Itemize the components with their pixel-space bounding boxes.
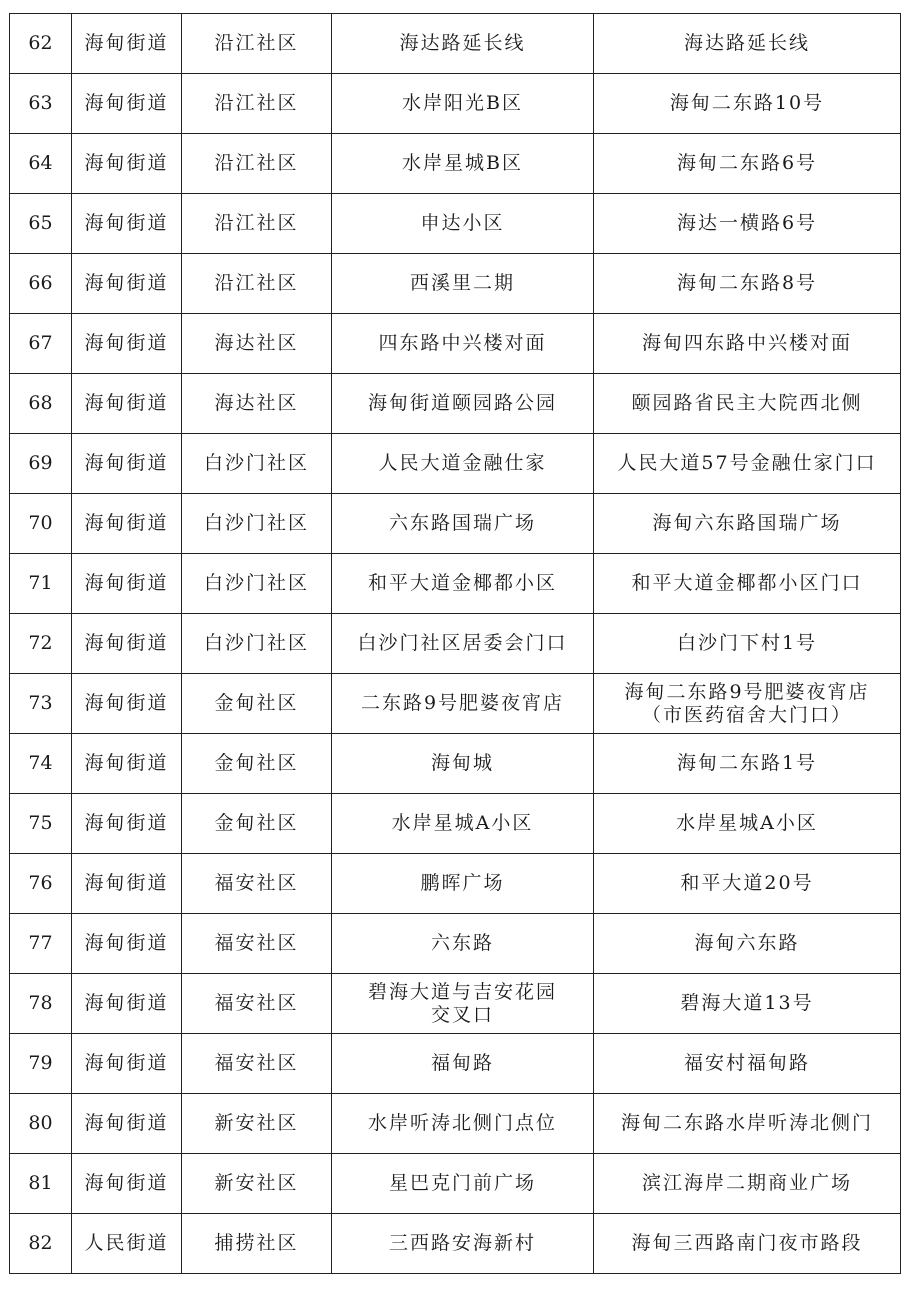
site-cell: 三西路安海新村 — [332, 1214, 594, 1274]
street-cell: 海甸街道 — [72, 614, 182, 674]
address-cell: 海达路延长线 — [594, 14, 901, 74]
row-number: 81 — [10, 1154, 72, 1214]
address-cell: 海甸二东路9号肥婆夜宵店 （市医药宿舍大门口） — [594, 674, 901, 734]
address-cell: 白沙门下村1号 — [594, 614, 901, 674]
address-cell: 海甸六东路 — [594, 914, 901, 974]
row-number: 82 — [10, 1214, 72, 1274]
site-cell: 和平大道金椰都小区 — [332, 554, 594, 614]
street-cell: 海甸街道 — [72, 1094, 182, 1154]
address-cell: 水岸星城A小区 — [594, 794, 901, 854]
table-row — [10, 14, 901, 74]
site-cell: 水岸星城A小区 — [332, 794, 594, 854]
row-number: 67 — [10, 314, 72, 374]
table-row — [10, 794, 901, 854]
sites-table-body — [10, 14, 901, 1274]
community-cell: 金甸社区 — [182, 794, 332, 854]
row-number: 74 — [10, 734, 72, 794]
table-row — [10, 434, 901, 494]
table-row — [10, 734, 901, 794]
street-cell: 海甸街道 — [72, 494, 182, 554]
address-cell: 海甸四东路中兴楼对面 — [594, 314, 901, 374]
community-cell: 新安社区 — [182, 1154, 332, 1214]
street-cell: 海甸街道 — [72, 374, 182, 434]
row-number: 76 — [10, 854, 72, 914]
community-cell: 福安社区 — [182, 854, 332, 914]
street-cell: 海甸街道 — [72, 254, 182, 314]
community-cell: 福安社区 — [182, 914, 332, 974]
site-cell: 申达小区 — [332, 194, 594, 254]
row-number: 65 — [10, 194, 72, 254]
community-cell: 新安社区 — [182, 1094, 332, 1154]
address-cell: 海达一横路6号 — [594, 194, 901, 254]
table-row — [10, 74, 901, 134]
row-number: 80 — [10, 1094, 72, 1154]
table-row — [10, 974, 901, 1034]
street-cell: 海甸街道 — [72, 74, 182, 134]
site-cell: 海甸城 — [332, 734, 594, 794]
row-number: 79 — [10, 1034, 72, 1094]
site-cell: 西溪里二期 — [332, 254, 594, 314]
row-number: 70 — [10, 494, 72, 554]
site-cell: 六东路 — [332, 914, 594, 974]
sites-table — [9, 13, 901, 1274]
table-row — [10, 494, 901, 554]
table-row — [10, 134, 901, 194]
site-cell: 星巴克门前广场 — [332, 1154, 594, 1214]
address-cell: 和平大道20号 — [594, 854, 901, 914]
community-cell: 沿江社区 — [182, 14, 332, 74]
street-cell: 海甸街道 — [72, 554, 182, 614]
table-row — [10, 674, 901, 734]
street-cell: 海甸街道 — [72, 314, 182, 374]
street-cell: 海甸街道 — [72, 854, 182, 914]
address-cell: 海甸二东路水岸听涛北侧门 — [594, 1094, 901, 1154]
row-number: 75 — [10, 794, 72, 854]
table-row — [10, 254, 901, 314]
community-cell: 沿江社区 — [182, 194, 332, 254]
community-cell: 白沙门社区 — [182, 614, 332, 674]
site-cell: 六东路国瑞广场 — [332, 494, 594, 554]
street-cell: 海甸街道 — [72, 794, 182, 854]
row-number: 63 — [10, 74, 72, 134]
site-cell: 碧海大道与吉安花园 交叉口 — [332, 974, 594, 1034]
row-number: 72 — [10, 614, 72, 674]
address-cell: 人民大道57号金融仕家门口 — [594, 434, 901, 494]
address-cell: 海甸二东路10号 — [594, 74, 901, 134]
street-cell: 海甸街道 — [72, 734, 182, 794]
site-cell: 人民大道金融仕家 — [332, 434, 594, 494]
community-cell: 金甸社区 — [182, 674, 332, 734]
address-cell: 和平大道金椰都小区门口 — [594, 554, 901, 614]
community-cell: 沿江社区 — [182, 134, 332, 194]
address-cell: 海甸二东路6号 — [594, 134, 901, 194]
row-number: 64 — [10, 134, 72, 194]
table-row — [10, 1214, 901, 1274]
community-cell: 捕捞社区 — [182, 1214, 332, 1274]
street-cell: 海甸街道 — [72, 194, 182, 254]
community-cell: 沿江社区 — [182, 74, 332, 134]
community-cell: 白沙门社区 — [182, 554, 332, 614]
street-cell: 海甸街道 — [72, 1154, 182, 1214]
table-row — [10, 554, 901, 614]
address-cell: 海甸六东路国瑞广场 — [594, 494, 901, 554]
row-number: 62 — [10, 14, 72, 74]
community-cell: 海达社区 — [182, 374, 332, 434]
row-number: 73 — [10, 674, 72, 734]
table-row — [10, 1154, 901, 1214]
address-cell: 滨江海岸二期商业广场 — [594, 1154, 901, 1214]
community-cell: 海达社区 — [182, 314, 332, 374]
site-cell: 鹏晖广场 — [332, 854, 594, 914]
table-row — [10, 374, 901, 434]
community-cell: 白沙门社区 — [182, 494, 332, 554]
table-row — [10, 854, 901, 914]
site-cell: 水岸听涛北侧门点位 — [332, 1094, 594, 1154]
row-number: 77 — [10, 914, 72, 974]
row-number: 68 — [10, 374, 72, 434]
street-cell: 人民街道 — [72, 1214, 182, 1274]
site-cell: 白沙门社区居委会门口 — [332, 614, 594, 674]
address-cell: 海甸二东路8号 — [594, 254, 901, 314]
community-cell: 福安社区 — [182, 1034, 332, 1094]
street-cell: 海甸街道 — [72, 14, 182, 74]
address-cell: 颐园路省民主大院西北侧 — [594, 374, 901, 434]
site-cell: 水岸星城B区 — [332, 134, 594, 194]
row-number: 71 — [10, 554, 72, 614]
table-row — [10, 1094, 901, 1154]
street-cell: 海甸街道 — [72, 434, 182, 494]
community-cell: 白沙门社区 — [182, 434, 332, 494]
street-cell: 海甸街道 — [72, 914, 182, 974]
table-row — [10, 914, 901, 974]
street-cell: 海甸街道 — [72, 134, 182, 194]
street-cell: 海甸街道 — [72, 674, 182, 734]
address-cell: 碧海大道13号 — [594, 974, 901, 1034]
table-row — [10, 314, 901, 374]
row-number: 66 — [10, 254, 72, 314]
table-row — [10, 194, 901, 254]
table-row — [10, 1034, 901, 1094]
site-cell: 二东路9号肥婆夜宵店 — [332, 674, 594, 734]
community-cell: 金甸社区 — [182, 734, 332, 794]
site-cell: 福甸路 — [332, 1034, 594, 1094]
row-number: 69 — [10, 434, 72, 494]
street-cell: 海甸街道 — [72, 974, 182, 1034]
site-cell: 水岸阳光B区 — [332, 74, 594, 134]
community-cell: 沿江社区 — [182, 254, 332, 314]
site-cell: 海甸街道颐园路公园 — [332, 374, 594, 434]
address-cell: 福安村福甸路 — [594, 1034, 901, 1094]
street-cell: 海甸街道 — [72, 1034, 182, 1094]
site-cell: 海达路延长线 — [332, 14, 594, 74]
community-cell: 福安社区 — [182, 974, 332, 1034]
row-number: 78 — [10, 974, 72, 1034]
table-row — [10, 614, 901, 674]
address-cell: 海甸二东路1号 — [594, 734, 901, 794]
site-cell: 四东路中兴楼对面 — [332, 314, 594, 374]
address-cell: 海甸三西路南门夜市路段 — [594, 1214, 901, 1274]
